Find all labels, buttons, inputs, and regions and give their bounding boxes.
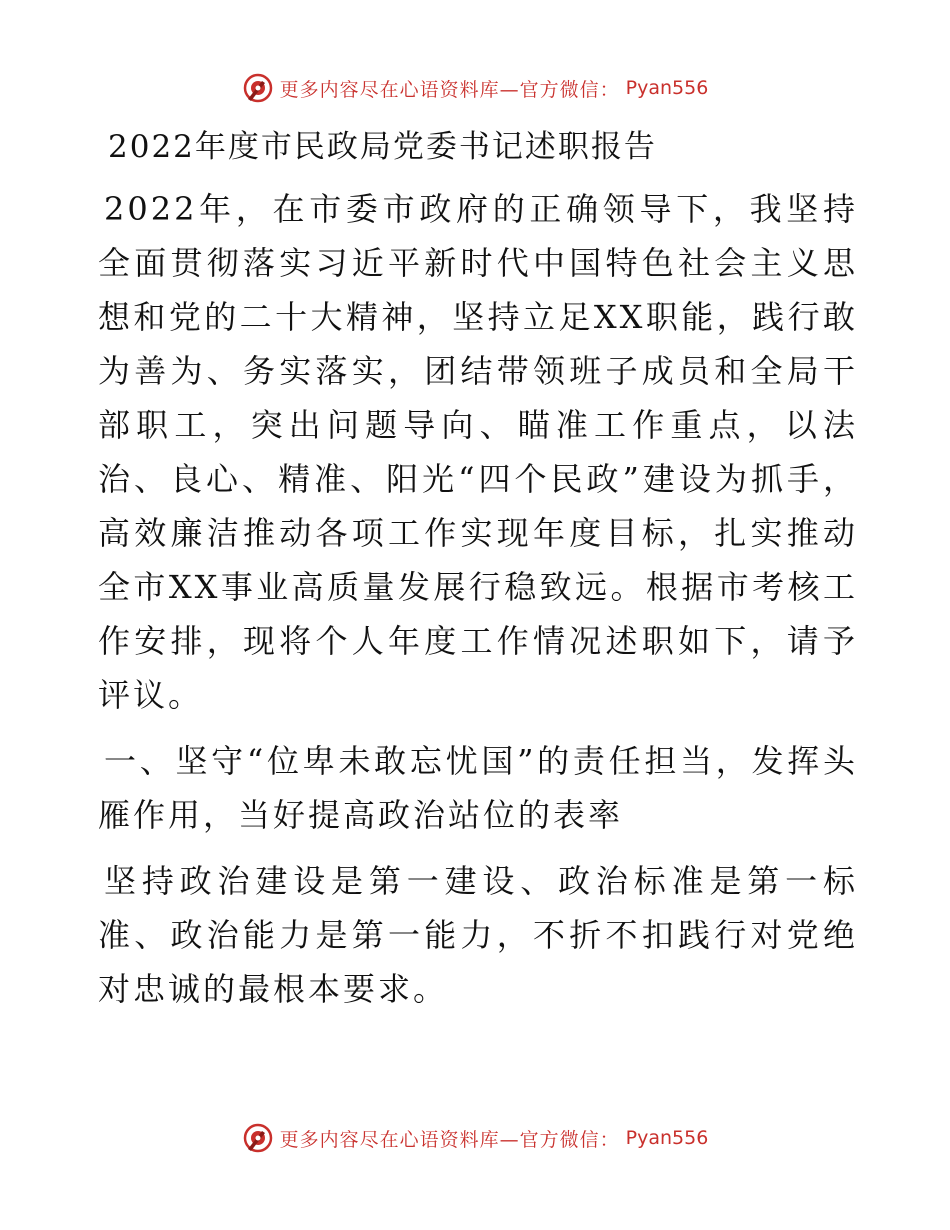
pen-seal-logo-icon [242,1122,274,1154]
document-body [98,120,858,1016]
section-heading-1: 一、坚守“位卑未敢忘忧国”的责任担当，发挥头雁作用，当好提高政治站位的表率 [98,742,858,834]
watermark-footer [0,1122,950,1154]
watermark-text: 更多内容尽在心语资料库—官方微信： [279,78,620,101]
paragraph-intro: 2022年，在市委市政府的正确领导下，我坚持全面贯彻落实习近平新时代中国特色社会主义思想和党的二十大精神，坚持立足XX职能，践行敢为善为、务实落实，团结带领班子成员和全局干部职工，突出问题导向、瞄准工作重点，以法治、良心、精准、阳光“四个民政”建设为抓手，高效廉洁推动各项工作实现年度目标，扎实推动全市XX事业高质量发展行稳致远。根据市考核工作安排，现将个人年度工作情况述职如下，请予评议。 [98,190,858,714]
document-title: 2022年度市民政局党委书记述职报告 [108,129,657,165]
paragraph-section-1: 坚持政治建设是第一建设、政治标准是第一标准、政治能力是第一能力，不折不扣践行对党绝对忠诚的最根本要求。 [98,862,858,1008]
pen-seal-logo-icon [242,72,274,104]
watermark-wechat-id: Pyan556 [625,77,709,99]
watermark-header [0,72,950,104]
watermark-text: 更多内容尽在心语资料库—官方微信： [279,1128,620,1151]
watermark-wechat-id: Pyan556 [625,1127,709,1149]
